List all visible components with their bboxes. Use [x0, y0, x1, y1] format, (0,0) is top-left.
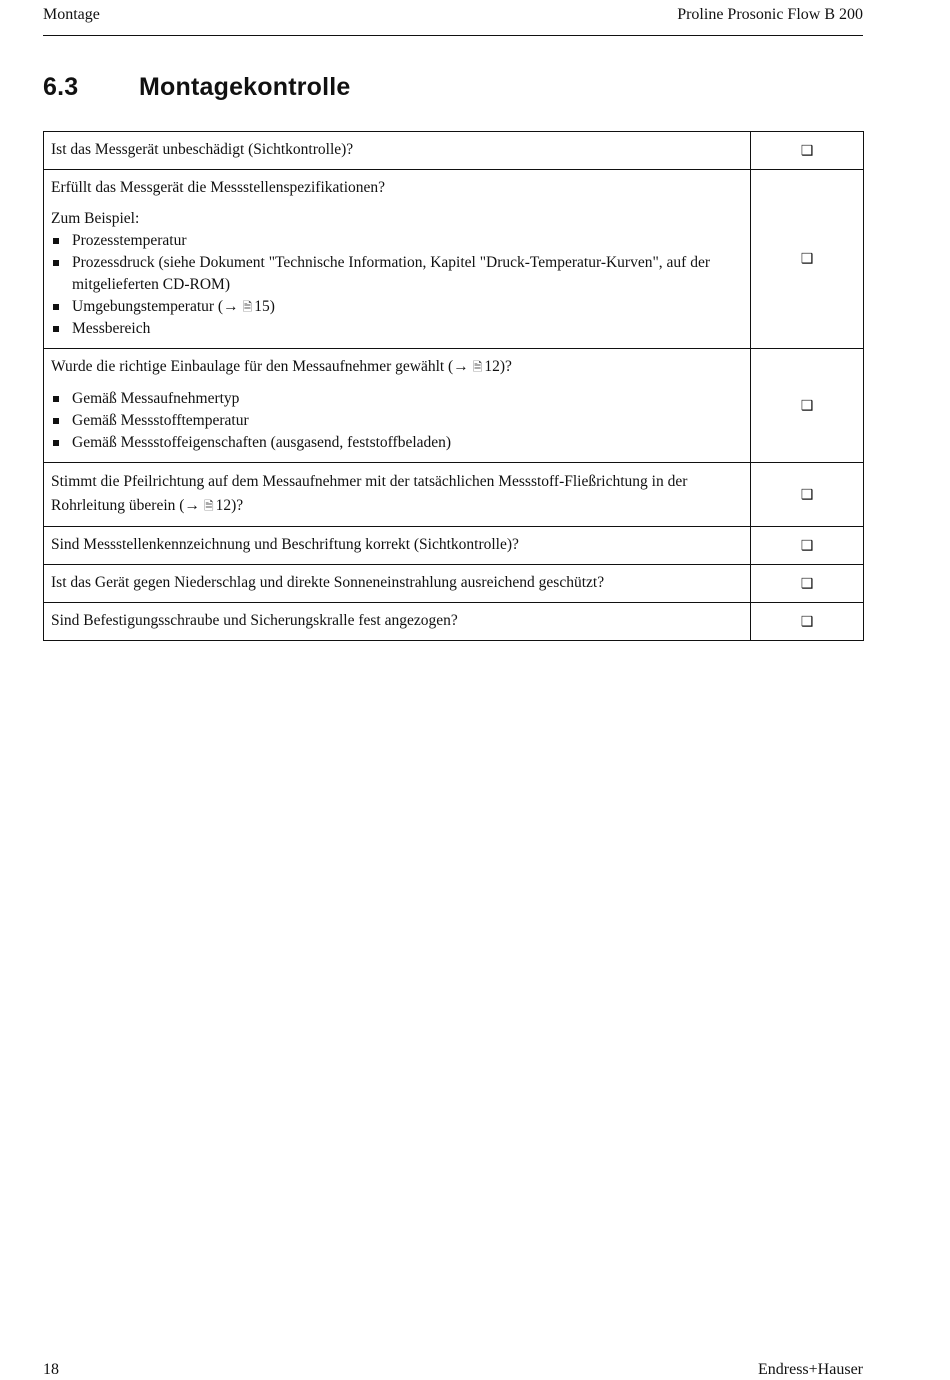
checklist-row — [44, 463, 864, 527]
checkbox[interactable]: ❑ — [751, 603, 864, 641]
checklist-question — [44, 349, 751, 463]
list-item: Gemäß Messstofftemperatur — [51, 410, 743, 432]
checkbox[interactable]: ❑ — [751, 132, 864, 170]
question-subtitle: Zum Beispiel: — [51, 210, 140, 227]
running-header-product: Proline Prosonic Flow B 200 — [677, 6, 863, 23]
header-rule — [43, 35, 863, 36]
section-number: 6.3 — [43, 73, 79, 101]
checklist-question — [44, 170, 751, 349]
checklist-question — [44, 132, 751, 170]
section-heading — [43, 73, 351, 102]
checklist-row — [44, 170, 864, 349]
bullet-list — [51, 230, 743, 340]
page-ref-icon: 🗎 — [242, 300, 253, 314]
checklist-row — [44, 603, 864, 641]
question-text: Sind Messstellenkennzeichnung und Beschriftung korrekt (Sichtkontrolle)? — [51, 536, 519, 553]
list-item: Gemäß Messaufnehmertyp — [51, 388, 743, 410]
question-text: Sind Befestigungsschraube und Sicherungskralle fest angezogen? — [51, 612, 458, 629]
question-text — [51, 356, 743, 378]
question-text: Ist das Messgerät unbeschädigt (Sichtkontrolle)? — [51, 141, 354, 158]
question-text: Ist das Gerät gegen Niederschlag und direkte Sonneneinstrahlung ausreichend geschützt? — [51, 574, 605, 591]
list-item: Prozessdruck (siehe Dokument "Technische Information, Kapitel "Druck-Temperatur-Kurven", auf der mitgelieferten CD-ROM) — [51, 252, 743, 296]
checklist-question — [44, 463, 751, 527]
checkbox[interactable]: ❑ — [751, 527, 864, 565]
question-text: Erfüllt das Messgerät die Messstellenspezifikationen? — [51, 179, 386, 196]
page-ref-icon: 🗎 — [203, 499, 214, 513]
question-text-main: Stimmt die Pfeilrichtung auf dem Messaufnehmer mit der tatsächlichen Messstoff-Fließrichtung in der Rohrleitung überein (→ — [51, 473, 688, 514]
list-item: Messbereich — [51, 318, 743, 340]
page-number: 18 — [43, 1361, 59, 1378]
bullet-list — [51, 388, 743, 454]
checklist-table — [43, 131, 864, 641]
question-text-main: Wurde die richtige Einbaulage für den Messaufnehmer gewählt (→ — [51, 358, 469, 375]
checkbox[interactable]: ❑ — [751, 565, 864, 603]
page-ref-number: 12)? — [484, 358, 512, 375]
list-item: Gemäß Messstoffeigenschaften (ausgasend, feststoffbeladen) — [51, 432, 743, 454]
page-ref-icon: 🗎 — [472, 360, 483, 374]
question-text — [51, 470, 743, 518]
page-ref-number: 12)? — [215, 497, 244, 514]
checklist-row — [44, 565, 864, 603]
checklist-row — [44, 132, 864, 170]
checkbox[interactable]: ❑ — [751, 170, 864, 349]
checklist-question — [44, 565, 751, 603]
checklist-row — [44, 349, 864, 463]
section-title: Montagekontrolle — [139, 73, 351, 101]
list-item — [51, 296, 743, 318]
checklist-question — [44, 603, 751, 641]
list-item: Prozesstemperatur — [51, 230, 743, 252]
page-ref-number: 15) — [254, 298, 275, 315]
checkbox[interactable]: ❑ — [751, 463, 864, 527]
list-item-text: Umgebungstemperatur (→ — [72, 298, 239, 315]
brand-footer: Endress+Hauser — [758, 1361, 863, 1378]
checklist-row — [44, 527, 864, 565]
checkbox[interactable]: ❑ — [751, 349, 864, 463]
running-header-section: Montage — [43, 6, 100, 23]
checklist-question — [44, 527, 751, 565]
